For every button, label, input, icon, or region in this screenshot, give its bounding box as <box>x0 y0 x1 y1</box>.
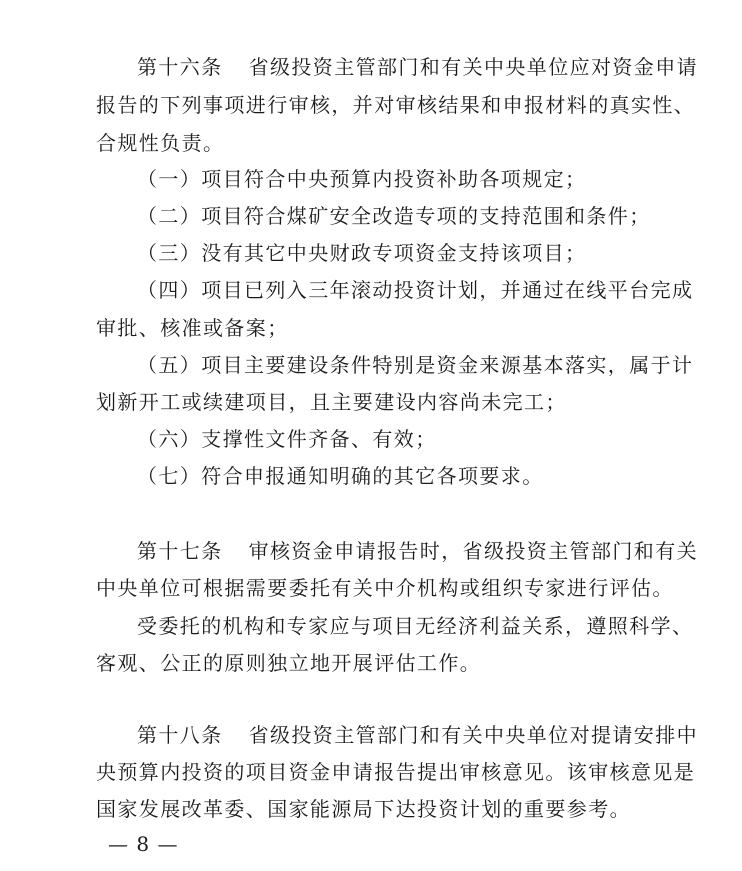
article16-item-4: （四）项目已列入三年滚动投资计划，并通过在线平台完成 <box>137 278 694 302</box>
article16-line-2: 报告的下列事项进行审核，并对审核结果和申报材料的真实性、 <box>96 93 696 117</box>
page-number: — 8 — <box>108 832 179 856</box>
article16-number: 第十六条 <box>137 55 223 79</box>
article17-text-1: 审核资金申请报告时，省级投资主管部门和有关 <box>248 539 699 563</box>
article17-line-2: 中央单位可根据需要委托有关中介机构或组织专家进行评估。 <box>96 576 674 600</box>
article16-text-1: 省级投资主管部门和有关中央单位应对资金申请 <box>248 55 699 79</box>
article16-item-7: （七）符合申报通知明确的其它各项要求。 <box>137 464 544 488</box>
article17-number: 第十七条 <box>137 539 223 563</box>
article16-line-3: 合规性负责。 <box>96 131 225 155</box>
article16-item-4-cont: 审批、核准或备案； <box>96 316 289 340</box>
article16-line-1 <box>137 52 697 82</box>
article17-line-1 <box>137 536 697 566</box>
article16-item-3: （三）没有其它中央财政专项资金支持该项目； <box>137 241 587 265</box>
article16-item-1: （一）项目符合中央预算内投资补助各项规定； <box>137 167 587 191</box>
article16-item-5: （五）项目主要建设条件特别是资金来源基本落实，属于计 <box>137 353 694 377</box>
article17-line-3: 受委托的机构和专家应与项目无经济利益关系，遵照科学、 <box>137 614 694 638</box>
article18-number: 第十八条 <box>137 723 223 747</box>
article17-line-4: 客观、公正的原则独立地开展评估工作。 <box>96 651 482 675</box>
article18-line-3: 国家发展改革委、国家能源局下达投资计划的重要参考。 <box>96 797 631 821</box>
article16-item-2: （二）项目符合煤矿安全改造专项的支持范围和条件； <box>137 204 651 228</box>
article16-item-5-cont: 划新开工或续建项目，且主要建设内容尚未完工； <box>96 390 567 414</box>
article18-line-1 <box>137 720 697 750</box>
article18-text-1: 省级投资主管部门和有关中央单位对提请安排中 <box>248 723 699 747</box>
article18-line-2: 央预算内投资的项目资金申请报告提出审核意见。该审核意见是 <box>96 760 696 784</box>
article16-item-6: （六）支撑性文件齐备、有效； <box>137 427 437 451</box>
